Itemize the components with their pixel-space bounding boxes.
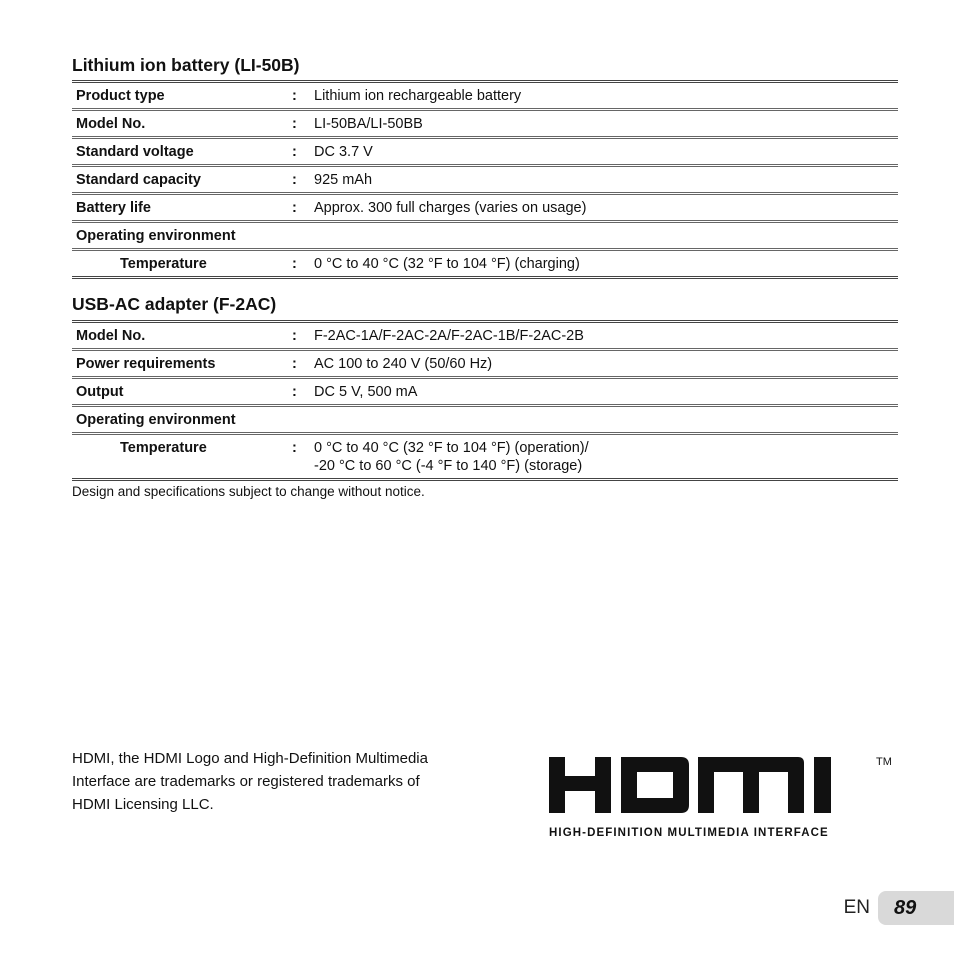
spec-colon: : [288, 166, 314, 194]
spec-colon: : [288, 350, 314, 378]
trademark-line: HDMI, the HDMI Logo and High-Definition Multimedia [72, 750, 428, 767]
hdmi-wordmark-icon [549, 757, 831, 813]
spec-colon: : [292, 328, 297, 344]
spec-value-line: -20 °C to 60 °C (-4 °F to 140 °F) (storage) [314, 458, 583, 474]
spec-group-label: Operating environment [72, 222, 898, 250]
table-row [72, 378, 898, 406]
table-row [72, 110, 898, 138]
spec-value: Approx. 300 full charges (varies on usage) [314, 194, 898, 222]
spec-value: DC 3.7 V [314, 138, 898, 166]
spec-label: Standard capacity [72, 166, 288, 194]
table-row [72, 250, 898, 278]
spec-value: Lithium ion rechargeable battery [314, 88, 522, 104]
spec-label: Power requirements [72, 350, 288, 378]
table-row [72, 166, 898, 194]
table-row [72, 82, 898, 110]
spec-label: Product type [76, 88, 165, 104]
spec-value-line: 0 °C to 40 °C (32 °F to 104 °F) (operation)/ [314, 440, 589, 456]
spec-colon: : [288, 434, 314, 480]
page-language: EN [843, 897, 870, 918]
spec-label: Model No. [72, 110, 288, 138]
spec-colon: : [288, 138, 314, 166]
trademark-line: Interface are trademarks or registered trademarks of [72, 773, 420, 790]
spec-value: LI-50BA/LI-50BB [314, 110, 898, 138]
spec-colon: : [288, 194, 314, 222]
trademark-notice [72, 747, 492, 816]
spec-group-label: Operating environment [72, 406, 898, 434]
battery-spec-table [72, 80, 898, 279]
trademark-symbol: TM [876, 756, 892, 768]
table-row [72, 434, 898, 480]
spec-colon: : [292, 88, 297, 104]
spec-label: Output [72, 378, 288, 406]
spec-value: 925 mAh [314, 166, 898, 194]
table-row [72, 406, 898, 434]
spec-value: F-2AC-1A/F-2AC-2A/F-2AC-1B/F-2AC-2B [314, 328, 584, 344]
battery-section-title: Lithium ion battery (LI-50B) [72, 55, 300, 75]
page-number-footer [844, 891, 954, 925]
spec-label: Battery life [72, 194, 288, 222]
spec-value [314, 434, 898, 480]
spec-value: 0 °C to 40 °C (32 °F to 104 °F) (charging) [314, 250, 898, 278]
table-row [72, 322, 898, 350]
spec-colon: : [288, 378, 314, 406]
adapter-spec-table [72, 320, 898, 481]
spec-value: DC 5 V, 500 mA [314, 378, 898, 406]
table-row [72, 194, 898, 222]
spec-value: AC 100 to 240 V (50/60 Hz) [314, 350, 898, 378]
adapter-section-title: USB-AC adapter (F-2AC) [72, 294, 277, 314]
hdmi-logo [546, 755, 896, 840]
spec-colon: : [288, 250, 314, 278]
hdmi-tagline: HIGH-DEFINITION MULTIMEDIA INTERFACE [549, 827, 829, 839]
footnote: Design and specifications subject to change without notice. [72, 484, 425, 499]
spec-colon: : [288, 110, 314, 138]
spec-label: Temperature [72, 250, 288, 278]
table-row [72, 138, 898, 166]
spec-label: Model No. [76, 328, 146, 344]
table-row [72, 222, 898, 250]
spec-label: Standard voltage [72, 138, 288, 166]
page-number-badge: 89 [878, 891, 954, 925]
trademark-line: HDMI Licensing LLC. [72, 796, 214, 813]
table-row [72, 350, 898, 378]
spec-label: Temperature [72, 434, 288, 480]
